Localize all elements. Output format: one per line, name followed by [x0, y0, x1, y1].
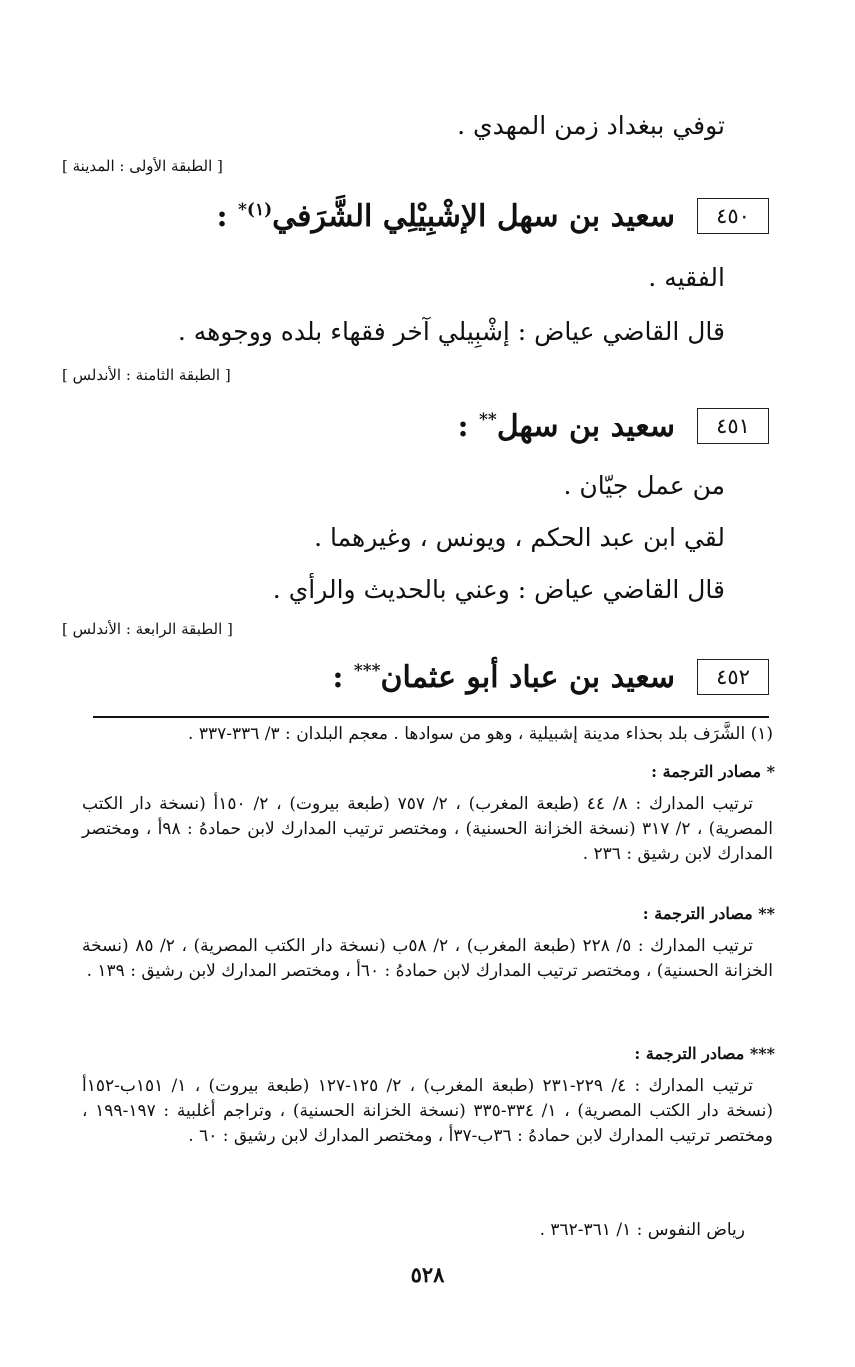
footnote-marker: ** [479, 409, 497, 430]
sources-body: ترتيب المدارك : ٤/ ٢٢٩-٢٣١ (طبعة المغرب) ، ٢/ ١٢٥-١٢٧ (طبعة بيروت) ، ١/ ١٥١ب-١٥٢أ (نسخة دار الكتب المصرية) ، ١/ ٣٣٤-٣٣٥ (نسخة الخزانة الحسنية) ، وتراجم أغلبية : ١٩٧-١٩٩ ، ومختصر ترتيب المدارك لابن حمادهُ : ٣٦ب-٣٧أ ، ومختصر المدارك لابن رشيق : ٦٠ . [82, 1076, 774, 1146]
entry-name-text: سعيد بن سهل الإشْبِيْلِي الشَّرَفي [272, 198, 675, 234]
entry-colon: : [457, 408, 469, 444]
entry-451-line-1: من عمل جيّان . [563, 471, 725, 500]
page-number: ٥٢٨ [410, 1262, 445, 1287]
tabaqa-label: [ الطبقة الرابعة : الأندلس ] [62, 620, 233, 638]
footnote-separator [93, 716, 769, 718]
footnote-marker: (١)* [238, 199, 273, 220]
sources-body: ترتيب المدارك : ٥/ ٢٢٨ (طبعة المغرب) ، ٢/ ٥٨ب (نسخة دار الكتب المصرية) ، ٢/ ٨٥ (نسخة الخزانة الحسنية) ، ومختصر ترتيب المدارك لابن حمادهُ : ٦٠أ ، ومختصر المدارك لابن رشيق : ١٣٩ . [82, 936, 773, 981]
entry-450-line-1: الفقيه . [648, 263, 725, 292]
footnote-marker: *** [353, 660, 381, 681]
continuation-line: توفي ببغداد زمن المهدي . [457, 111, 725, 140]
entry-452-heading [332, 659, 769, 695]
entry-name-text: سعيد بن سهل [496, 408, 675, 444]
entry-number-box: ٤٥١ [697, 408, 769, 444]
entry-name [458, 409, 675, 444]
sources-heading: * مصادر الترجمة : [651, 762, 775, 781]
tabaqa-label: [ الطبقة الأولى : المدينة ] [62, 157, 223, 175]
entry-number-box: ٤٥٢ [697, 659, 769, 695]
entry-colon: : [216, 198, 228, 234]
entry-450-line-2: قال القاضي عياض : إشْبِيلي آخر فقهاء بلده ووجوهه . [177, 317, 725, 346]
entry-name [332, 660, 675, 695]
footnote-1: (١) الشَّرَف بلد بحذاء مدينة إشبيلية ، وهو من سوادها . معجم البلدان : ٣/ ٣٣٦-٣٣٧ . [188, 724, 773, 744]
entry-name [217, 199, 675, 234]
entry-451-line-2: لقي ابن عبد الحكم ، ويونس ، وغيرهما . [314, 523, 725, 552]
entry-name-text: سعيد بن عباد أبو عثمان [380, 659, 675, 695]
entry-colon: : [332, 659, 344, 695]
tabaqa-label: [ الطبقة الثامنة : الأندلس ] [62, 366, 231, 384]
entry-450-heading [217, 198, 769, 234]
entry-451-heading [458, 408, 769, 444]
sources-body: ترتيب المدارك : ٨/ ٤٤ (طبعة المغرب) ، ٢/ ٧٥٧ (طبعة بيروت) ، ٢/ ١٥٠أ (نسخة دار الكتب المصرية) ، ٢/ ٣١٧ (نسخة الخزانة الحسنية) ، ومختصر ترتيب المدارك لابن حمادهُ : ٩٨أ ، ومختصر المدارك لابن رشيق : ٢٣٦ . [82, 794, 773, 864]
sources-extra: رياض النفوس : ١/ ٣٦١-٣٦٢ . [539, 1220, 745, 1240]
entry-number-box: ٤٥٠ [697, 198, 769, 234]
sources-heading: *** مصادر الترجمة : [634, 1044, 775, 1063]
entry-451-line-3: قال القاضي عياض : وعني بالحديث والرأي . [272, 575, 725, 604]
sources-heading: ** مصادر الترجمة : [642, 904, 775, 923]
